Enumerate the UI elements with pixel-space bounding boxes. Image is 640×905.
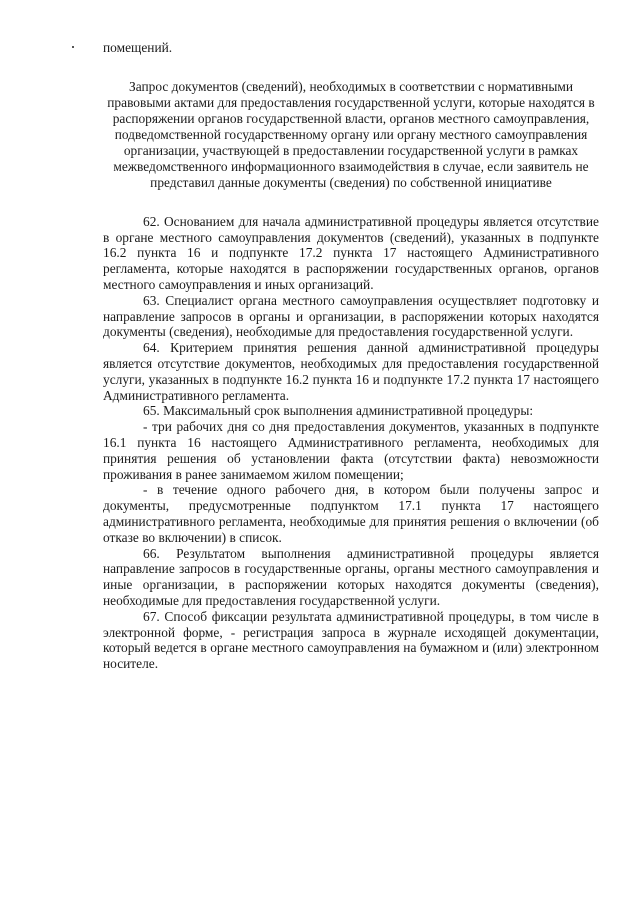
- page-content: [103, 40, 599, 672]
- paragraph-65-item-2: - в течение одного рабочего дня, в котором были получены запрос и документы, предусмотренные подпунктом 17.1 пункта 17 настоящего административного регламента, необходимые для принятия решения о включении (об отказе во включении) в список.: [103, 482, 599, 545]
- scan-speck: [72, 46, 74, 48]
- paragraph-66: 66. Результатом выполнения административной процедуры является направление запросов в государственные органы, органы местного самоуправления и иные организации, в распоряжении которых находятся документы (сведения), необходимые для предоставления государственной услуги.: [103, 545, 599, 608]
- paragraph-65-item-1: - три рабочих дня со дня предоставления документов, указанных в подпункте 16.1 пункта 16 настоящего Административного регламента, необходимых для принятия решения об установлении факта (отсутствии факта) невозможности проживания в ранее занимаемом жилом помещении;: [103, 419, 599, 482]
- paragraph-62: 62. Основанием для начала административной процедуры является отсутствие в органе местного самоуправления документов (сведений), указанных в подпункте 16.2 пункта 16 и подпункте 17.2 пункта 17 настоящего Административного регламента, которые находятся в распоряжении государственных органов, органов местного самоуправления и иных организаций.: [103, 213, 599, 292]
- paragraph-63: 63. Специалист органа местного самоуправления осуществляет подготовку и направление запросов в органы и организации, в распоряжении которых находятся документы (сведения), необходимые для предоставления государственной услуги.: [103, 292, 599, 340]
- paragraph-65: 65. Максимальный срок выполнения административной процедуры:: [143, 403, 534, 419]
- paragraph-64: 64. Критерием принятия решения данной административной процедуры является отсутствие документов, необходимых для предоставления государственной услуги, указанных в подпункте 16.2 пункта 16 и подпункте 17.2 пункта 17 настоящего Административного регламента.: [103, 340, 599, 403]
- continued-fragment: помещений.: [103, 40, 173, 55]
- section-body: [103, 214, 599, 672]
- section-heading: Запрос документов (сведений), необходимых в соответствии с нормативными правовыми актами для предоставления государственной услуги, которые находятся в распоряжении органов государственной власти, органов местного самоуправления, подведомственной государственному органу или органу местного самоуправления организации, участвующей в предоставлении государственной услуги в рамках межведомственного информационного взаимодействия в случае, если заявитель не представил данные документы (сведения) по собственной инициативе: [107, 78, 595, 190]
- paragraph-67: 67. Способ фиксации результата административной процедуры, в том числе в электронной форме, - регистрация запроса в журнале исходящей документации, который ведется в органе местного самоуправления на бумажном и (или) электронном носителе.: [103, 608, 599, 672]
